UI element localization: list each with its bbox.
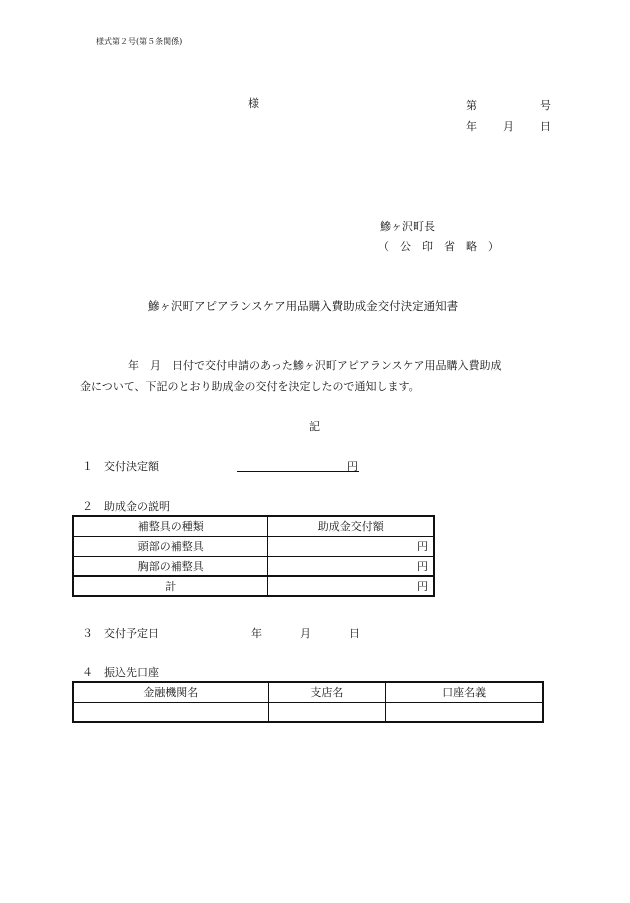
header-account-holder: 口座名義: [386, 682, 543, 702]
doc-number-dai: 第: [466, 99, 477, 112]
row-type: 頭部の補整具: [73, 536, 268, 556]
section3-label: 交付予定日: [104, 627, 159, 640]
row-unit: 円: [268, 556, 434, 576]
section1-unit: 円: [347, 460, 358, 473]
section2-number: ２: [82, 500, 93, 513]
table-row: [73, 536, 434, 556]
account-holder-cell: [386, 702, 543, 722]
header-type: 補整具の種類: [73, 516, 268, 536]
form-number: 様式第２号(第５条関係): [96, 37, 183, 46]
header-branch: 支店名: [268, 682, 386, 702]
issuer-name: 鰺ヶ沢町長: [380, 220, 435, 233]
table-row: [73, 702, 543, 722]
date-year: 年: [466, 120, 477, 133]
section4-label: 振込先口座: [104, 666, 159, 679]
doc-number-go: 号: [540, 99, 551, 112]
row-type: 胸部の補整具: [73, 556, 268, 576]
total-label: 計: [73, 576, 268, 596]
total-unit: 円: [268, 576, 434, 596]
table-total-row: [73, 576, 434, 596]
section1-label: 交付決定額: [104, 460, 159, 473]
row-unit: 円: [268, 536, 434, 556]
section3-month: 月: [300, 627, 311, 640]
subsidy-table-header: [73, 516, 434, 536]
recipient-suffix: 様: [248, 97, 259, 110]
seal-omitted: （ 公 印 省 略 ）: [378, 240, 499, 253]
header-amount: 助成金交付額: [268, 516, 434, 536]
ki-heading: 記: [309, 420, 320, 433]
section3-number: ３: [82, 627, 93, 640]
body-line-2: 金について、下記のとおり助成金の交付を決定したので通知します。: [80, 380, 420, 393]
body-line-1: 年 月 日付で交付申請のあった鰺ヶ沢町アピアランスケア用品購入費助成: [128, 359, 502, 372]
date-month: 月: [503, 120, 514, 133]
section3-year: 年: [251, 627, 262, 640]
table-row: [73, 556, 434, 576]
section4-number: ４: [82, 666, 93, 679]
document-title: 鰺ヶ沢町アピアランスケア用品購入費助成金交付決定通知書: [148, 299, 459, 313]
header-bank-name: 金融機関名: [73, 682, 268, 702]
subsidy-table: [72, 515, 435, 597]
section2-label: 助成金の説明: [104, 500, 170, 513]
section1-number: １: [82, 460, 93, 473]
bank-name-cell: [73, 702, 268, 722]
section1-amount-field: [237, 457, 359, 472]
section3-day: 日: [349, 627, 360, 640]
bank-account-table: [72, 681, 544, 723]
date-day: 日: [540, 120, 551, 133]
bank-table-header: [73, 682, 543, 702]
branch-cell: [268, 702, 386, 722]
